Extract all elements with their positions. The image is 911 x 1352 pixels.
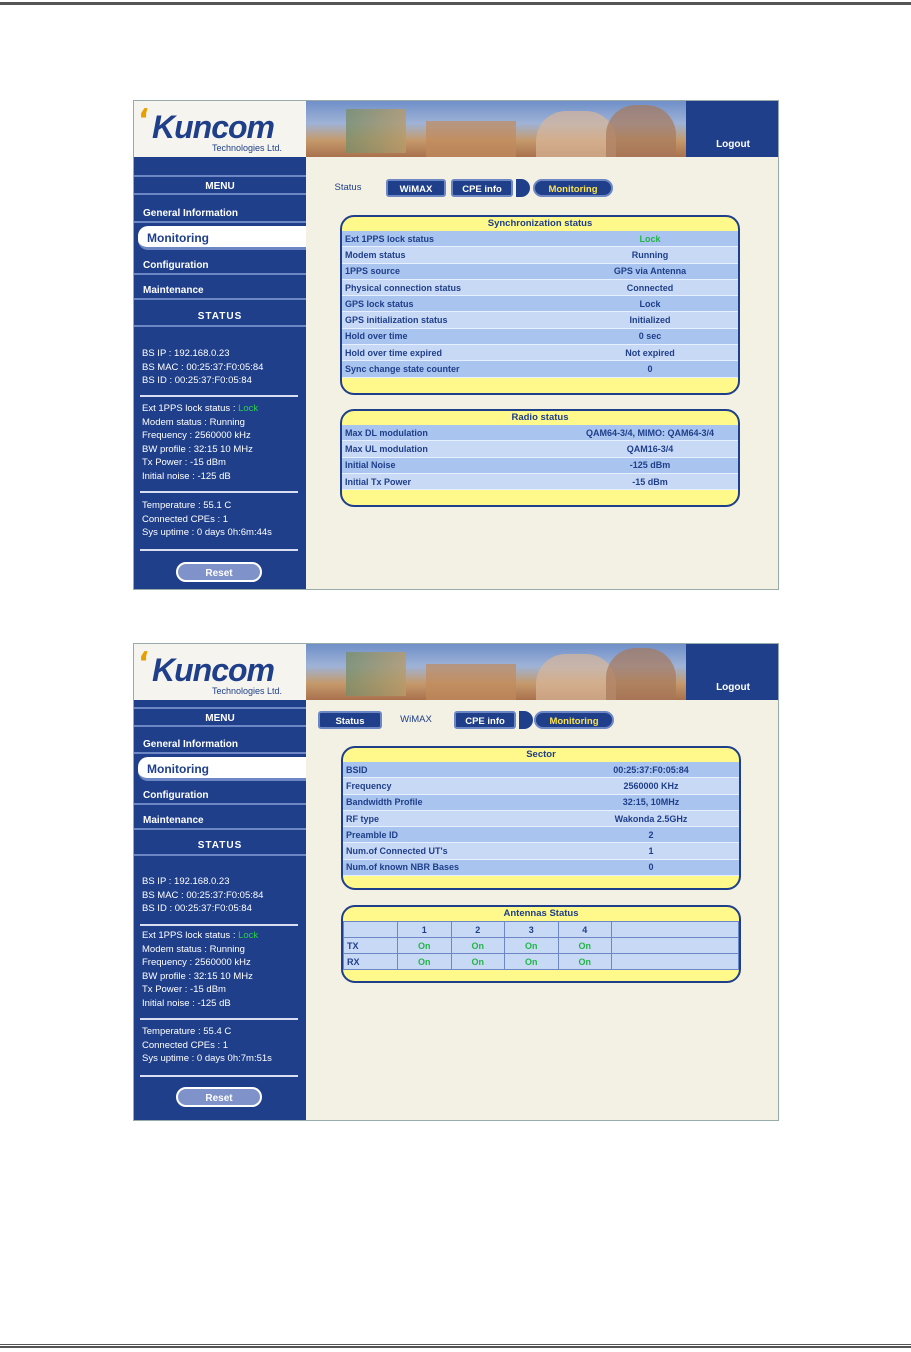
logout-panel [686, 644, 779, 700]
spacer-cell [612, 938, 739, 954]
table-row [342, 231, 738, 247]
antennas-table [343, 921, 739, 970]
logout-panel [686, 101, 779, 157]
nav-configuration[interactable]: Configuration [134, 787, 306, 805]
row-key: Max DL modulation [342, 425, 562, 441]
row-value: 1 [563, 843, 739, 859]
antenna-col-header: 1 [398, 922, 452, 938]
page-bottom-rule [0, 1344, 911, 1348]
row-key: GPS initialization status [342, 312, 562, 328]
table-row [343, 859, 739, 875]
row-value: QAM64-3/4, MIMO: QAM64-3/4 [562, 425, 738, 441]
rx-state: On [451, 954, 505, 970]
modem-status: Modem status : Running [142, 416, 245, 428]
sector-table [343, 762, 739, 876]
tab-arrow-icon [516, 179, 530, 197]
status-divider [140, 491, 298, 493]
table-row [343, 778, 739, 794]
initial-noise: Initial noise : -125 dB [142, 470, 231, 482]
table-row [342, 441, 738, 457]
lock-status: Ext 1PPS lock status : Lock [142, 403, 259, 414]
table-row [342, 328, 738, 344]
logo-text: Kuncom [152, 652, 274, 688]
table-row [342, 345, 738, 361]
wimax-tab-screenshot [133, 643, 779, 1121]
logout-link[interactable]: Logout [716, 139, 750, 150]
nav-general-information[interactable]: General Information [134, 205, 306, 223]
row-key: 1PPS source [342, 263, 562, 279]
nav-general-information[interactable]: General Information [134, 736, 306, 754]
bs-info [142, 347, 302, 388]
row-key: Preamble ID [343, 827, 563, 843]
table-row [342, 263, 738, 279]
panel-title: Antennas Status [503, 908, 579, 919]
table-row [342, 361, 738, 377]
system-summary [142, 1025, 302, 1066]
initial-noise: Initial noise : -125 dB [142, 997, 231, 1009]
nav-maintenance[interactable]: Maintenance [134, 282, 306, 300]
spacer-cell [612, 922, 739, 938]
bs-id: BS ID : 00:25:37:F0:05:84 [142, 903, 252, 915]
sys-uptime: Sys uptime : 0 days 0h:7m:51s [142, 1053, 272, 1065]
row-value: 0 sec [562, 328, 738, 344]
tx-power: Tx Power : -15 dBm [142, 457, 226, 469]
lock-value: Lock [238, 403, 259, 414]
table-row [342, 457, 738, 473]
row-key: Physical connection status [342, 279, 562, 295]
table-row [342, 279, 738, 295]
lock-value: Lock [238, 930, 259, 941]
row-value: Lock [562, 231, 738, 247]
nav-monitoring[interactable]: Monitoring [138, 226, 306, 250]
row-value: 2560000 KHz [563, 778, 739, 794]
logo-subtitle: Technologies Ltd. [212, 143, 283, 153]
bs-mac: BS MAC : 00:25:37:F0:05:84 [142, 889, 264, 901]
logo [134, 101, 306, 157]
status-divider [140, 924, 298, 926]
logo-subtitle: Technologies Ltd. [212, 686, 283, 696]
row-value: Connected [562, 279, 738, 295]
system-summary [142, 499, 302, 540]
row-key: Max UL modulation [342, 441, 562, 457]
radio-status-table [342, 425, 738, 490]
row-key: Num.of known NBR Bases [343, 859, 563, 875]
sync-status-panel [340, 215, 740, 395]
row-key: Hold over time [342, 328, 562, 344]
status-divider [140, 1075, 298, 1077]
panel-title: Radio status [511, 412, 569, 423]
logout-link[interactable]: Logout [716, 682, 750, 693]
table-row [342, 312, 738, 328]
tx-state: On [505, 938, 559, 954]
sync-status-table [342, 231, 738, 378]
temperature: Temperature : 55.1 C [142, 500, 232, 511]
antenna-col-header: 4 [558, 922, 612, 938]
table-row [342, 247, 738, 263]
rx-label: RX [344, 954, 398, 970]
sector-panel [341, 746, 741, 890]
panel-title: Sector [526, 749, 556, 760]
logo-swoosh-icon: ‘ [138, 646, 150, 681]
status-divider [140, 1018, 298, 1020]
row-value: 0 [562, 361, 738, 377]
reset-button[interactable]: Reset [176, 562, 262, 582]
header-banner-image [306, 644, 686, 700]
row-value: Initialized [562, 312, 738, 328]
status-divider [140, 395, 298, 397]
table-row [343, 843, 739, 859]
row-key: Initial Noise [342, 457, 562, 473]
tx-state: On [558, 938, 612, 954]
row-key: RF type [343, 810, 563, 826]
row-key: Num.of Connected UT's [343, 843, 563, 859]
tx-state: On [398, 938, 452, 954]
row-value: 0 [563, 859, 739, 875]
row-value: Wakonda 2.5GHz [563, 810, 739, 826]
lock-status: Ext 1PPS lock status : Lock [142, 930, 259, 941]
row-key: Frequency [343, 778, 563, 794]
antenna-col-header: 3 [505, 922, 559, 938]
table-header-row [344, 922, 739, 938]
nav-configuration[interactable]: Configuration [134, 257, 306, 275]
nav-maintenance[interactable]: Maintenance [134, 812, 306, 830]
tab-bar [306, 707, 779, 731]
row-key: Ext 1PPS lock status [342, 231, 562, 247]
rx-state: On [398, 954, 452, 970]
row-value: GPS via Antenna [562, 263, 738, 279]
bs-id: BS ID : 00:25:37:F0:05:84 [142, 375, 252, 387]
antenna-col-header: 2 [451, 922, 505, 938]
row-value: 2 [563, 827, 739, 843]
row-value: QAM16-3/4 [562, 441, 738, 457]
bs-ip: BS IP : 192.168.0.23 [142, 876, 230, 887]
radio-summary [142, 929, 302, 1011]
tx-state: On [451, 938, 505, 954]
bs-mac: BS MAC : 00:25:37:F0:05:84 [142, 361, 264, 373]
table-row [343, 762, 739, 778]
table-row [344, 938, 739, 954]
bw-profile: BW profile : 32:15 10 MHz [142, 970, 253, 982]
tab-status[interactable]: Status [318, 711, 382, 729]
spacer-cell [612, 954, 739, 970]
table-row [344, 954, 739, 970]
row-key: Modem status [342, 247, 562, 263]
tab-arrow-icon [519, 711, 533, 729]
status-header: STATUS [134, 308, 306, 327]
sys-uptime: Sys uptime : 0 days 0h:6m:44s [142, 527, 272, 539]
tab-wimax[interactable]: WiMAX [386, 179, 446, 197]
frequency: Frequency : 2560000 kHz [142, 430, 251, 442]
antennas-status-panel [341, 905, 741, 983]
tx-power: Tx Power : -15 dBm [142, 984, 226, 996]
row-value: Not expired [562, 345, 738, 361]
tab-status[interactable]: Status [314, 179, 382, 197]
status-tab-screenshot [133, 100, 779, 590]
row-value: -125 dBm [562, 457, 738, 473]
row-key: Bandwidth Profile [343, 794, 563, 810]
menu-header: MENU [134, 707, 306, 727]
temperature: Temperature : 55.4 C [142, 1026, 232, 1037]
bs-info [142, 875, 302, 916]
rx-state: On [505, 954, 559, 970]
row-value: Lock [562, 296, 738, 312]
tab-cpe-info[interactable]: CPE info [454, 711, 516, 729]
status-divider [140, 549, 298, 551]
table-row [343, 827, 739, 843]
tab-monitoring[interactable]: Monitoring [534, 711, 614, 729]
row-value: 00:25:37:F0:05:84 [563, 762, 739, 778]
tab-wimax[interactable]: WiMAX [386, 711, 446, 729]
table-row [343, 794, 739, 810]
nav-monitoring[interactable]: Monitoring [138, 757, 306, 781]
row-key: GPS lock status [342, 296, 562, 312]
tab-bar [306, 175, 779, 199]
status-header: STATUS [134, 837, 306, 856]
logo-swoosh-icon: ‘ [138, 103, 150, 138]
row-value: -15 dBm [562, 473, 738, 489]
connected-cpes: Connected CPEs : 1 [142, 1039, 229, 1051]
header-banner-image [306, 101, 686, 157]
menu-header: MENU [134, 175, 306, 195]
connected-cpes: Connected CPEs : 1 [142, 513, 229, 525]
table-row [342, 425, 738, 441]
logo-text: Kuncom [152, 109, 274, 145]
logo [134, 644, 306, 700]
bs-ip: BS IP : 192.168.0.23 [142, 348, 230, 359]
frequency: Frequency : 2560000 kHz [142, 957, 251, 969]
radio-summary [142, 402, 302, 484]
corner-cell [344, 922, 398, 938]
table-row [342, 296, 738, 312]
rx-state: On [558, 954, 612, 970]
row-value: Running [562, 247, 738, 263]
row-key: BSID [343, 762, 563, 778]
row-value: 32:15, 10MHz [563, 794, 739, 810]
panel-title: Synchronization status [487, 218, 593, 229]
page-top-rule [0, 2, 911, 5]
table-row [343, 810, 739, 826]
table-row [342, 473, 738, 489]
bw-profile: BW profile : 32:15 10 MHz [142, 443, 253, 455]
row-key: Hold over time expired [342, 345, 562, 361]
radio-status-panel [340, 409, 740, 507]
tab-monitoring[interactable]: Monitoring [533, 179, 613, 197]
modem-status: Modem status : Running [142, 943, 245, 955]
reset-button[interactable]: Reset [176, 1087, 262, 1107]
tab-cpe-info[interactable]: CPE info [451, 179, 513, 197]
row-key: Initial Tx Power [342, 473, 562, 489]
row-key: Sync change state counter [342, 361, 562, 377]
tx-label: TX [344, 938, 398, 954]
